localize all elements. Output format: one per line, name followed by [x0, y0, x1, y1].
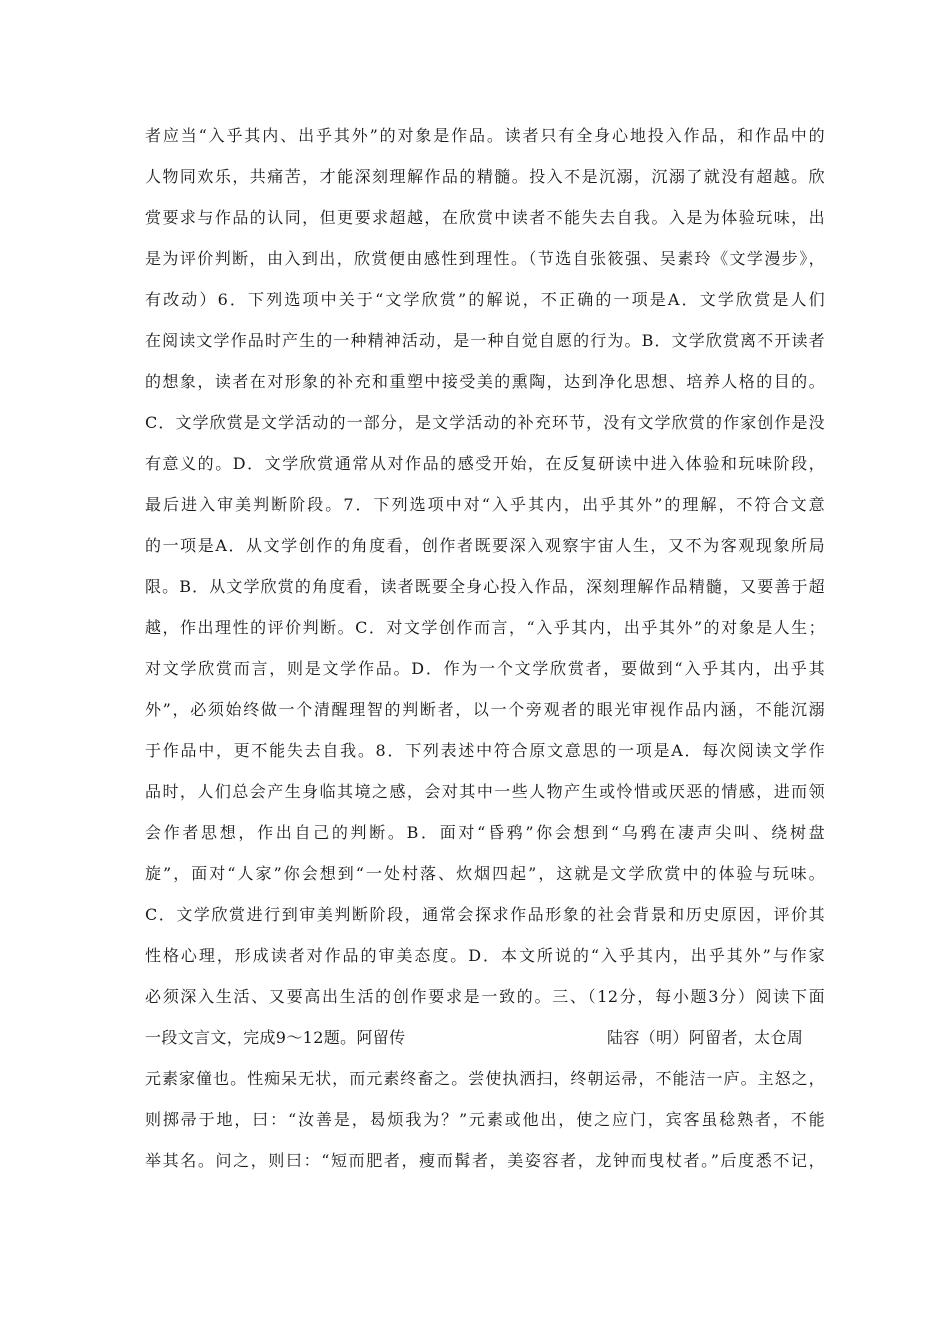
- split-line-right: 陆容（明）阿留者，太仓周: [607, 1028, 804, 1047]
- text-line: C．文学欣赏是文学活动的一部分，是文学活动的补充环节，没有文学欣赏的作家创作是没: [145, 413, 825, 432]
- text-line: 会作者思想，作出自己的判断。B．面对“昏鸦”你会想到“乌鸦在凄声尖叫、绕树盘: [145, 823, 825, 842]
- text-line: 元素家僮也。性痴呆无状，而元素终畜之。尝使执洒扫，终朝运帚，不能洁一庐。主怒之，: [145, 1069, 825, 1088]
- text-line: 的一项是A．从文学创作的角度看，创作者既要深入观察宇宙人生，又不为客观现象所局: [145, 536, 825, 555]
- text-line: 举其名。问之，则曰：“短而肥者，瘦而髯者，美姿容者，龙钟而曳杖者。”后度悉不记，: [145, 1151, 825, 1170]
- text-line: 限。B．从文学欣赏的角度看，读者既要全身心投入作品，深刻理解作品精髓，又要善于超: [145, 577, 825, 596]
- text-line: 于作品中，更不能失去自我。8．下列表述中符合原文意思的一项是A．每次阅读文学作: [145, 741, 825, 760]
- text-line: 性格心理，形成读者对作品的审美态度。D．本文所说的“入乎其内，出乎其外”与作家: [145, 946, 825, 965]
- text-line: 对文学欣赏而言，则是文学作品。D．作为一个文学欣赏者，要做到“入乎其内，出乎其: [145, 659, 825, 678]
- text-line: 外”，必须始终做一个清醒理智的判断者，以一个旁观者的眼光审视作品内涵，不能沉溺: [145, 700, 825, 719]
- text-line: 则掷帚于地，曰：“汝善是，曷烦我为？”元素或他出，使之应门，宾客虽稔熟者，不能: [145, 1110, 825, 1129]
- text-line: 人物同欢乐，共痛苦，才能深刻理解作品的精髓。投入不是沉溺，沉溺了就没有超越。欣: [145, 167, 825, 186]
- text-line: C．文学欣赏进行到审美判断阶段，通常会探求作品形象的社会背景和历史原因，评价其: [145, 905, 825, 924]
- text-line: 有意义的。D．文学欣赏通常从对作品的感受开始，在反复研读中进入体验和玩味阶段，: [145, 454, 825, 473]
- text-line: 赏要求与作品的认同，但更要求超越，在欣赏中读者不能失去自我。入是为体验玩味，出: [145, 208, 825, 227]
- text-line: 者应当“入乎其内、出乎其外”的对象是作品。读者只有全身心地投入作品，和作品中的: [145, 126, 825, 145]
- text-line: 是为评价判断，由入到出，欣赏便由感性到理性。（节选自张筱强、吴素玲《文学漫步》，: [145, 249, 825, 268]
- text-line: 品时，人们总会产生身临其境之感，会对其中一些人物产生或怜惜或厌恶的情感，进而领: [145, 782, 825, 801]
- text-line: 旋”，面对“人家”你会想到“一处村落、炊烟四起”，这就是文学欣赏中的体验与玩味。: [145, 864, 825, 883]
- text-line: 的想象，读者在对形象的补充和重塑中接受美的熏陶，达到净化思想、培养人格的目的。: [145, 372, 825, 391]
- split-line-left: 一段文言文，完成9～12题。阿留传: [145, 1028, 406, 1047]
- text-line: 在阅读文学作品时产生的一种精神活动，是一种自觉自愿的行为。B．文学欣赏离不开读者: [145, 331, 825, 350]
- text-line: 有改动）6．下列选项中关于“文学欣赏”的解说，不正确的一项是A．文学欣赏是人们: [145, 290, 825, 309]
- text-line: 必须深入生活、又要高出生活的创作要求是一致的。三、（12分，每小题3分）阅读下面: [145, 987, 825, 1006]
- text-line: 越，作出理性的评价判断。C．对文学创作而言，“入乎其内，出乎其外”的对象是人生；: [145, 618, 825, 637]
- text-line: 最后进入审美判断阶段。7．下列选项中对“入乎其内，出乎其外”的理解，不符合文意: [145, 495, 825, 514]
